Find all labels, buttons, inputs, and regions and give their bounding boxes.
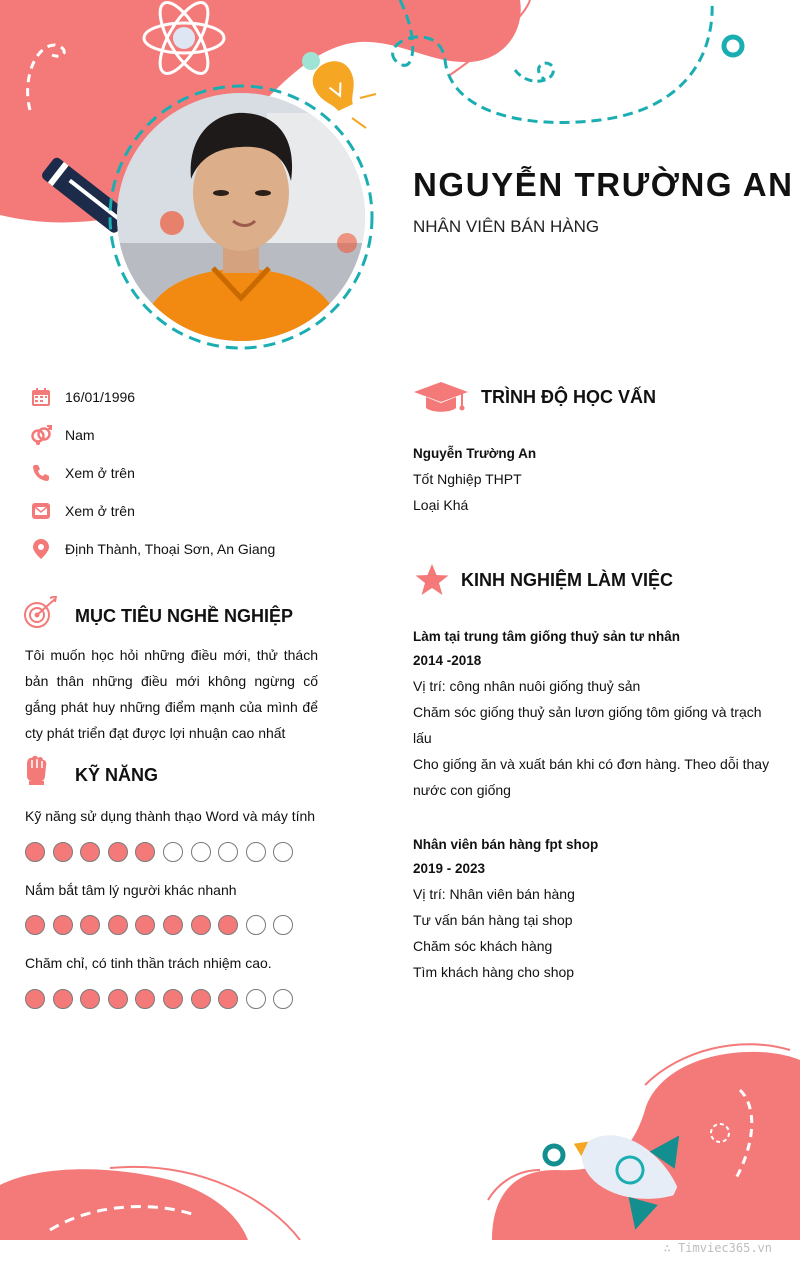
job-line: Tìm khách hàng cho shop (413, 964, 575, 980)
rating-dot-filled (80, 989, 100, 1009)
rating-dot-filled (108, 915, 128, 935)
rating-dot-filled (191, 989, 211, 1009)
star-icon (414, 563, 450, 597)
rating-dot-empty (246, 842, 266, 862)
skill-label: Kỹ năng sử dụng thành thạo Word và máy tính (25, 808, 316, 824)
rating-dot-filled (80, 915, 100, 935)
rating-dot-empty (273, 842, 293, 862)
skill-rating (25, 989, 293, 1011)
skill-label: Nắm bắt tâm lý người khác nhanh (25, 882, 237, 898)
contact-text: Xem ở trên (65, 503, 135, 519)
rating-dot-empty (191, 842, 211, 862)
rating-dot-filled (80, 842, 100, 862)
education-title: TRÌNH ĐỘ HỌC VẤN (481, 387, 656, 407)
rating-dot-empty (273, 915, 293, 935)
rating-dot-filled (135, 915, 155, 935)
teal-ring-bottom (545, 1146, 563, 1164)
rating-dot-filled (108, 842, 128, 862)
contact-gender (30, 423, 370, 447)
rating-dot-filled (53, 915, 73, 935)
skill-rating (25, 842, 293, 864)
contact-phone (30, 461, 370, 485)
graduation-cap-icon (414, 380, 470, 414)
email-icon (30, 500, 52, 522)
job-line: Chăm sóc giống thuỷ sản lươn giống tôm giống và trạch lấu (413, 704, 762, 746)
job-title: NHÂN VIÊN BÁN HÀNG (413, 217, 600, 236)
avatar (117, 93, 365, 341)
dashed-curl (515, 63, 553, 81)
rating-dot-empty (246, 915, 266, 935)
phone-icon (30, 462, 52, 484)
gender-icon (30, 424, 52, 446)
education-name: Nguyễn Trường An (413, 446, 537, 461)
watermark: ∴ Timviec365.vn (663, 1241, 772, 1255)
rating-dot-filled (25, 989, 45, 1009)
location-pin-icon (30, 538, 52, 560)
education-line: Tốt Nghiệp THPT (413, 471, 522, 487)
job-line: Vị trí: công nhân nuôi giống thuỷ sản (413, 678, 641, 694)
objective-title: MỤC TIÊU NGHỀ NGHIỆP (75, 606, 294, 626)
skill-rating (25, 915, 293, 937)
contact-text: Nam (65, 427, 95, 443)
rating-dot-filled (218, 989, 238, 1009)
experience-title: KINH NGHIỆM LÀM VIỆC (461, 570, 674, 590)
rating-dot-filled (191, 915, 211, 935)
objective-text: Tôi muốn học hỏi những điều mới, thử thách bản thân những điều mới không ngừng cố gắng phát huy những điểm mạnh của mình để cty phát triển đạt được lợi nhuận cao nhất (25, 647, 318, 741)
candidate-name: NGUYỄN TRƯỜNG AN (413, 166, 794, 203)
education-line: Loại Khá (413, 497, 469, 513)
job-company: Làm tại trung tâm giống thuỷ sản tư nhân (413, 629, 681, 644)
contact-address (30, 537, 370, 561)
job-company: Nhân viên bán hàng fpt shop (413, 837, 599, 852)
job-line: Tư vấn bán hàng tại shop (413, 912, 573, 928)
job-period: 2014 -2018 (413, 653, 482, 668)
rating-dot-filled (218, 915, 238, 935)
skills-title: KỸ NĂNG (75, 765, 159, 785)
rating-dot-filled (53, 989, 73, 1009)
rating-dot-filled (25, 915, 45, 935)
avatar-illustration (117, 93, 365, 341)
job-period: 2019 - 2023 (413, 861, 486, 876)
rating-dot-empty (273, 989, 293, 1009)
rating-dot-empty (246, 989, 266, 1009)
calendar-icon (30, 386, 52, 408)
contact-text: 16/01/1996 (65, 389, 136, 405)
rating-dot-filled (25, 842, 45, 862)
contact-birthdate (30, 385, 370, 409)
teal-ring (724, 37, 742, 55)
contact-email (30, 499, 370, 523)
rating-dot-empty (163, 842, 183, 862)
rating-dot-filled (135, 842, 155, 862)
rating-dot-empty (218, 842, 238, 862)
rating-dot-filled (163, 915, 183, 935)
job-line: Vị trí: Nhân viên bán hàng (413, 886, 575, 902)
rating-dot-filled (163, 989, 183, 1009)
contact-text: Định Thành, Thoại Sơn, An Giang (65, 541, 276, 557)
rating-dot-filled (53, 842, 73, 862)
job-line: Cho giống ăn và xuất bán khi có đơn hàng. Theo dỗi thay nước con giống (413, 756, 770, 798)
rating-dot-filled (108, 989, 128, 1009)
rating-dot-filled (135, 989, 155, 1009)
job-line: Chăm sóc khách hàng (413, 938, 553, 954)
bulb-cap (302, 52, 320, 70)
contact-text: Xem ở trên (65, 465, 135, 481)
raised-fist-icon (24, 754, 48, 786)
target-icon (22, 596, 58, 630)
skill-label: Chăm chỉ, có tinh thần trách nhiệm cao. (25, 955, 272, 971)
